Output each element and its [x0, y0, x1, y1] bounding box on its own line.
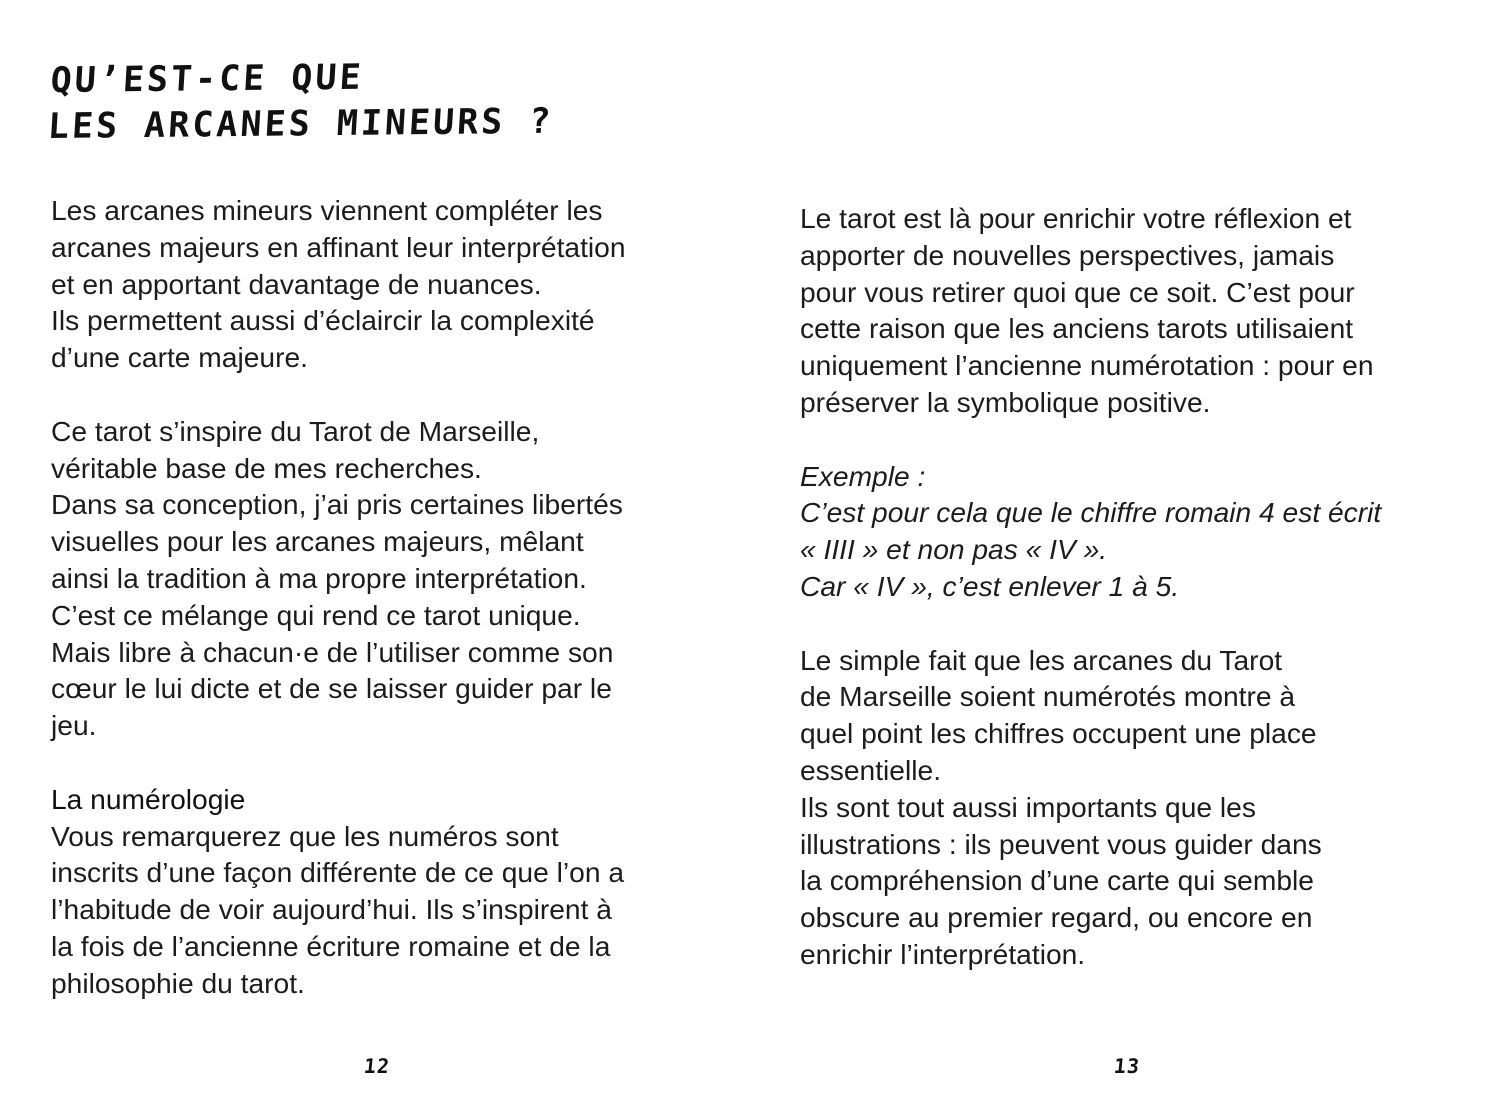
page-number-left: 12: [362, 1054, 392, 1078]
page-number-right: 13: [1112, 1054, 1142, 1078]
left-paragraph-2: Ce tarot s’inspire du Tarot de Marseille, véritable base de mes recherches. Dans sa conception, j’ai pris certaines libertés visuelles pour les arcanes majeurs, mêlant ainsi la tradition à ma propre interprétation. C’est ce mélange qui rend ce tarot unique. Mais libre à chacun·e de l’utiliser comme son cœur le lui dicte et de se laisser guider par le jeu.: [51, 414, 623, 742]
paragraph-spacer: [51, 744, 731, 781]
section-subheading: La numérologie: [51, 782, 246, 815]
left-paragraph-3: Vous remarquerez que les numéros sont inscrits d’une façon différente de ce que l’on a l’habitude de voir aujourd’hui. Ils s’inspirent à la fois de l’ancienne écriture romaine et de la philosophie du tarot.: [51, 819, 624, 999]
paragraph-spacer: [800, 605, 1490, 642]
right-paragraph-2: Le simple fait que les arcanes du Tarot de Marseille soient numérotés montre à quel point les chiffres occupent une place essentielle. Ils sont tout aussi importants que les illustrations : ils peuvent vous guider dans la compréhension d’une carte qui semble obscure au premier regard, ou encore en enrichir l’interprétation.: [800, 643, 1322, 970]
right-paragraph-1: Le tarot est là pour enrichir votre réflexion et apporter de nouvelles perspectives, jamais pour vous retirer quoi que ce soit. C’est pour cette raison que les anciens tarots utilisaient uniquement l’ancienne numérotation : pour en préserver la symbolique positive.: [800, 202, 1374, 418]
page-title: [47, 53, 558, 150]
title-line-2: LES ARCANES MINEURS ?: [46, 101, 555, 148]
left-page-body: [51, 192, 731, 1002]
example-block: Exemple : C’est pour cela que le chiffre romain 4 est écrit « IIII » et non pas « IV ». Car « IV », c’est enlever 1 à 5.: [800, 459, 1382, 602]
title-line-1: QU’EST-CE QUE: [49, 57, 365, 102]
paragraph-spacer: [800, 421, 1490, 458]
paragraph-spacer: [51, 376, 731, 413]
right-page-body: [800, 200, 1490, 973]
left-paragraph-1: Les arcanes mineurs viennent compléter les arcanes majeurs en affinant leur interprétation et en apportant davantage de nuances. Ils permettent aussi d’éclaircir la complexité d’une carte majeure.: [51, 194, 626, 374]
